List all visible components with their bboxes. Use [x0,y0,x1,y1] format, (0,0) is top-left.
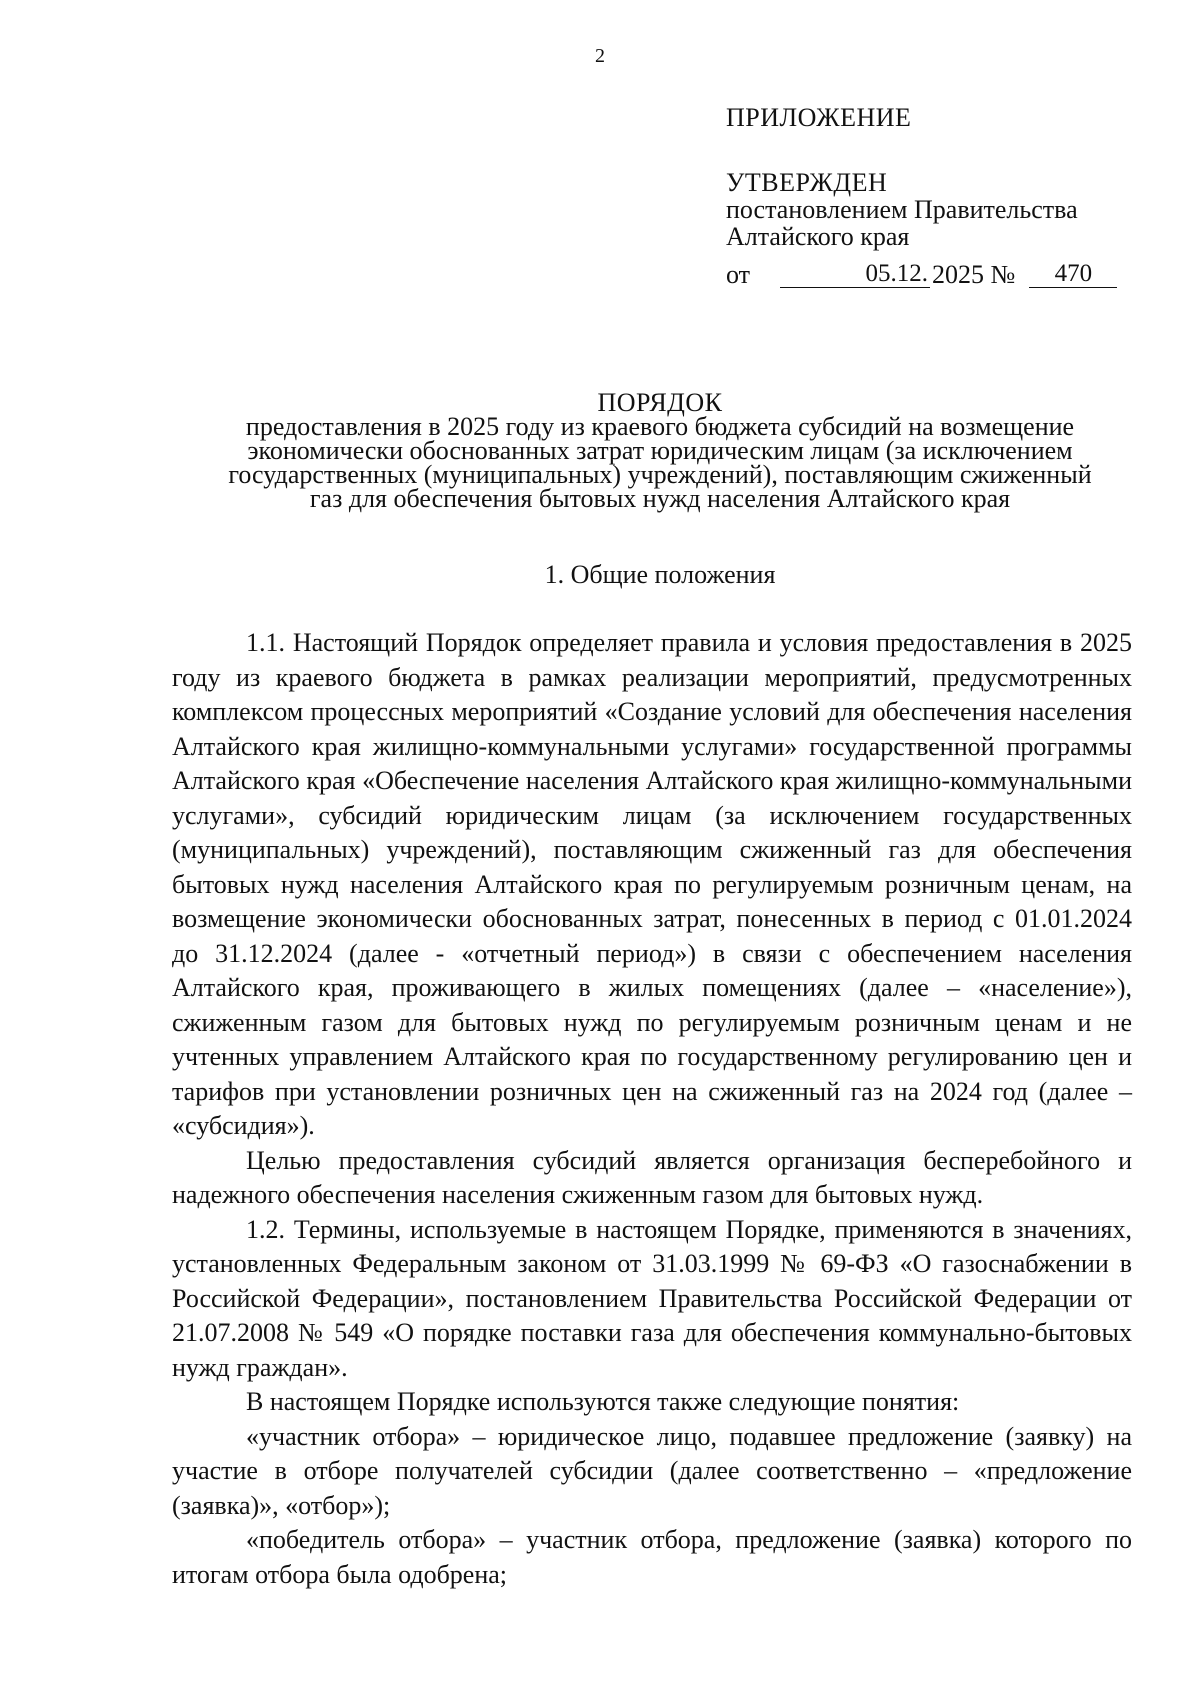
subtitle-line: предоставления в 2025 году из краевого бюджета субсидий на возмещение [245,412,1075,441]
decree-line-2: Алтайского края [726,222,910,251]
paragraph: В настоящем Порядке используются также следующие понятия: [246,1387,960,1416]
page-number: 2 [595,45,605,67]
decree-number: 470 [1029,260,1117,288]
title-main: ПОРЯДОК [597,388,723,417]
paragraph: 1.1. Настоящий Порядок определяет правила и условия предоставления в 2025 году из краевого бюджета в рамках реализации мероприятий, предусмотренных комплексом процессных мероприятий «Создание условий для обеспечения населения Алтайского края жилищно-коммунальными услугами» государственной программы Алтайского края «Обеспечение населения Алтайского края жилищно-коммунальными услугами», субсидий юридическим лицам (за исключением государственных (муниципальных) учреждений), поставляющим сжиженный газ для обеспечения бытовых нужд населения Алтайского края по регулируемым розничным ценам, на возмещение экономически обоснованных затрат, понесенных в период с 01.01.2024 до 31.12.2024 (далее - «отчетный период») в связи с обеспечением населения Алтайского края, проживающего в жилых помещениях (далее – «население»), сжиженным газом для бытовых нужд по регулируемым розничным ценам и не учтенных управлением Алтайского края по государственному регулированию цен и тарифов при установлении розничных цен на сжиженный газ на 2024 год (далее – «субсидия»). [172,628,1132,1140]
paragraph: «победитель отбора» – участник отбора, предложение (заявка) которого по итогам отбора была одобрена; [172,1525,1132,1589]
subtitle-line: газ для обеспечения бытовых нужд населения Алтайского края [309,484,1011,513]
decree-line-1: постановлением Правительства [726,195,1078,224]
decree-date-line [726,260,1146,288]
appendix-label: ПРИЛОЖЕНИЕ [726,103,912,132]
document-title [160,388,1160,513]
paragraph: «участник отбора» – юридическое лицо, подавшее предложение (заявку) на участие в отборе получателей субсидии (далее соответственно – «предложение (заявка)», «отбор»); [172,1421,1132,1520]
decree-date: 05.12. [780,260,930,288]
body-text [172,626,1132,1592]
decree-year: 2025 № [932,260,1016,289]
section-heading: 1. Общие положения [544,560,776,589]
approval-header [726,104,1146,288]
paragraph: Целью предоставления субсидий является организация бесперебойного и надежного обеспечения населения сжиженным газом для бытовых нужд. [172,1145,1132,1209]
approved-label: УТВЕРЖДЕН [726,168,888,197]
date-prefix: от [726,260,751,289]
subtitle-line: экономически обоснованных затрат юридическим лицам (за исключением [247,436,1073,465]
paragraph: 1.2. Термины, используемые в настоящем Порядке, применяются в значениях, установленных Федеральным законом от 31.03.1999 № 69-ФЗ «О газоснабжении в Российской Федерации», постановлением Правительства Российской Федерации от 21.07.2008 № 549 «О порядке поставки газа для обеспечения коммунально-бытовых нужд граждан». [172,1214,1132,1382]
subtitle-line: государственных (муниципальных) учреждений), поставляющим сжиженный [228,460,1092,489]
